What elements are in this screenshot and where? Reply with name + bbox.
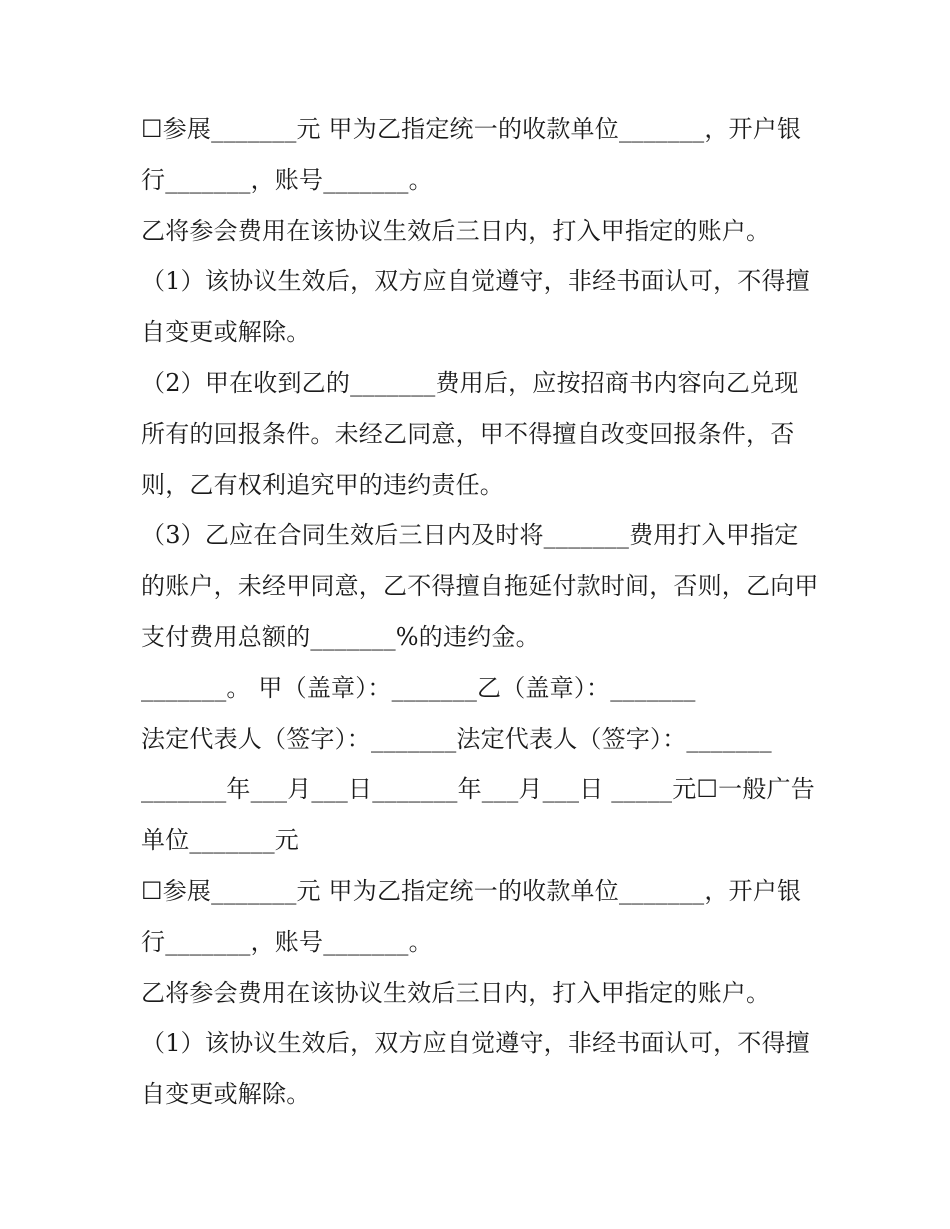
paragraph-fee-exhibitor: ☐参展_______元 甲为乙指定统一的收款单位_______，开户银行_______，账号_______。 — [141, 115, 802, 194]
paragraph-clause-1-repeat: （1）该协议生效后，双方应自觉遵守，非经书面认可，不得擅自变更或解除。 — [141, 1029, 810, 1109]
paragraph-fee-exhibitor-repeat: ☐参展_______元 甲为乙指定统一的收款单位_______，开户银行_______，账号_______。 — [141, 876, 802, 956]
paragraph-payment-deadline-repeat: 乙将参会费用在该协议生效后三日内，打入甲指定的账户。 — [141, 978, 771, 1007]
paragraph-clause-1: （1）该协议生效后，双方应自觉遵守，非经书面认可，不得擅自变更或解除。 — [141, 267, 810, 347]
paragraph-date-line: _______年___月___日_______年___月___日 _____元☐一般广告单位_______元 — [141, 775, 815, 855]
paragraph-payment-deadline: 乙将参会费用在该协议生效后三日内，打入甲指定的账户。 — [141, 216, 771, 245]
paragraph-signature-line: 法定代表人（签字）：_______法定代表人（签字）：_______ — [141, 724, 772, 753]
paragraph-clause-3: （3）乙应在合同生效后三日内及时将_______费用打入甲指定的账户，未经甲同意，乙不得擅自拖延付款时间，否则，乙向甲支付费用总额的_______%的违约金。 — [141, 521, 819, 651]
paragraph-seal-line: _______。 甲（盖章）：_______乙（盖章）：_______ — [141, 673, 696, 702]
document-body — [141, 104, 821, 1120]
paragraph-clause-2: （2）甲在收到乙的_______费用后，应按招商书内容向乙兑现所有的回报条件。未经乙同意，甲不得擅自改变回报条件，否则，乙有权利追究甲的违约责任。 — [141, 368, 799, 499]
